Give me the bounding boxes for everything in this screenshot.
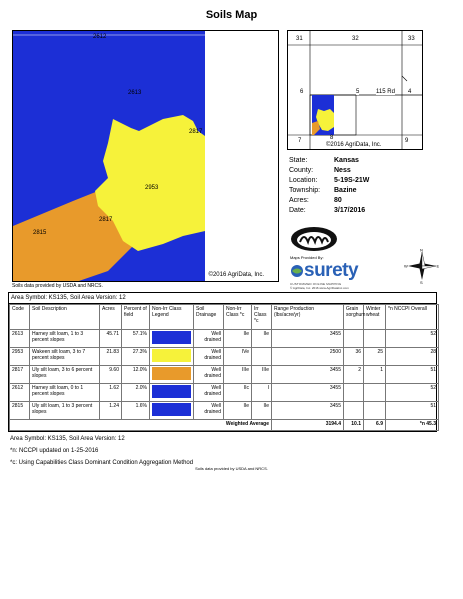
legend-swatch [152,385,191,398]
col-drainage: Soil Drainage [194,305,224,330]
footnote: *c: Using Capabilities Class Dominant Condition Aggregation Method [10,460,194,466]
map-label: 2815 [33,230,47,236]
agridata-logo [290,224,338,257]
col-description: Soil Description [30,305,100,330]
map-label: 2817 [189,129,203,135]
locator-label: 8 [330,135,334,141]
locator-label: 9 [405,138,409,144]
table-row: 2613 Harney silt loam, 1 to 3 percent slopes 45.71 57.1% Well drained IIe IIe 3455 52 [10,330,439,348]
map-copyright: ©2016 AgriData, Inc. [208,272,264,278]
table-row: 2815 Uly silt loam, 1 to 3 percent slopes 1.24 1.6% Well drained IIe IIe 3455 51 [10,402,439,420]
surety-globe-icon [290,264,304,278]
surety-logo: Maps Provided By: surety CUSTOMIZED ONLINE MAPPING © AgriData, Inc. 2016 www.AgriDataInc.com [290,255,359,290]
legend-swatch [152,367,191,380]
map-label: 2612 [93,34,107,40]
soils-table [8,292,437,432]
table-row: 2817 Uly silt loam, 3 to 6 percent slopes 9.60 12.0% Well drained IIIe IIIe 3455 2 1 51 [10,366,439,384]
road-label: 115 Rd [376,89,395,95]
col-irr: Irr Class *c [252,305,272,330]
col-code: Code [10,305,30,330]
info-row-location: Location: 5-19S-21W [289,177,370,184]
col-range: Range Production (lbs/acre/yr) [272,305,344,330]
locator-label: 6 [300,89,304,95]
footnotes [10,433,193,469]
weighted-average-row: Weighted Average 3194.4 10.1 6.9 *n 45.3 [10,420,439,431]
soils-data-table [9,304,439,431]
locator-label: 7 [298,138,302,144]
locator-map[interactable] [287,30,423,150]
footnote: Area Symbol: KS135, Soil Area Version: 12 [10,436,125,442]
locator-label: 4 [408,89,412,95]
svg-text:E: E [436,263,440,269]
col-nccpi: *n NCCPI Overall [386,305,439,330]
table-header-row [10,305,439,330]
property-info [289,156,369,216]
page-title: Soils Map [205,9,258,21]
locator-label: 31 [296,36,303,42]
map-label: 2817 [99,217,113,223]
svg-text:N: N [420,248,423,253]
info-row-county: County: Ness [289,167,351,174]
locator-label: 5 [356,89,360,95]
locator-label: 33 [408,36,415,42]
bottom-credit: Soils data provided by USDA and NRCS. [195,466,268,471]
locator-label: 32 [352,36,359,42]
col-wheat: Winter wheat [364,305,386,330]
info-row-state: State: Kansas [289,157,359,164]
map-label: 2953 [145,185,159,191]
table-row: 2612 Harney silt loam, 0 to 1 percent slopes 1.62 2.0% Well drained IIc I 3455 52 [10,384,439,402]
col-grain: Grain sorghum [344,305,364,330]
map-label: 2613 [128,90,142,96]
locator-copyright: ©2016 AgriData, Inc. [326,142,382,148]
col-legend: Non-Irr Class Legend [150,305,194,330]
soils-map-graphic [13,31,279,282]
area-heading: Area Symbol: KS135, Soil Area Version: 12 [9,293,436,304]
compass-icon [404,248,440,284]
col-nonirr: Non-Irr Class *c [224,305,252,330]
soils-credit: Soils data provided by USDA and NRCS. [12,283,103,289]
col-percent: Percent of field [122,305,150,330]
soils-map[interactable] [12,30,279,282]
info-row-township: Township: Bazine [289,187,357,194]
compass-rose [404,248,440,289]
col-acres: Acres [100,305,122,330]
legend-swatch [152,331,191,344]
legend-swatch [152,349,191,362]
agridata-logo-icon [290,224,338,252]
svg-text:W: W [404,263,408,269]
svg-text:S: S [420,280,423,284]
footnote: *n: NCCPI updated on 1-25-2016 [10,448,99,454]
legend-swatch [152,403,191,416]
info-row-acres: Acres: 80 [289,197,342,204]
info-row-date: Date: 3/17/2016 [289,207,366,214]
table-row: 2953 Wakeen silt loam, 3 to 7 percent slopes 21.83 27.3% Well drained IVe 2500 36 25 28 [10,348,439,366]
